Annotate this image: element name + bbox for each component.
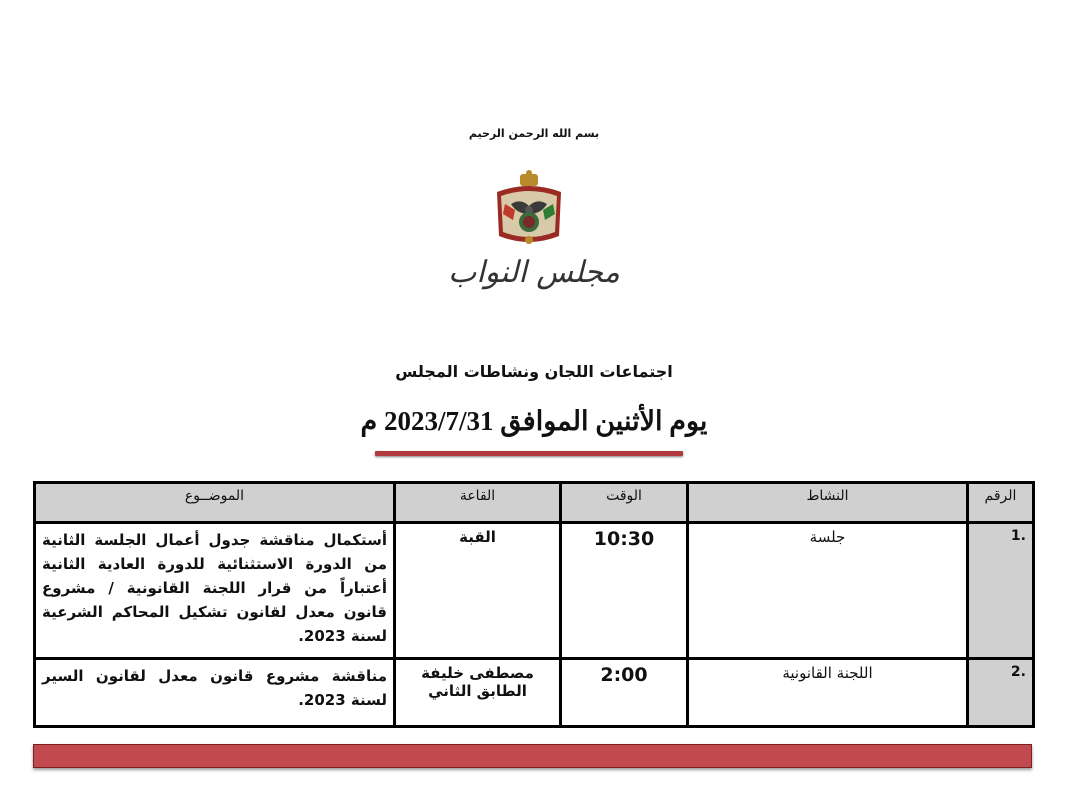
basmala-heading: بسم الله الرحمن الرحيم (468, 127, 600, 140)
row-activity: اللجنة القانونية (688, 659, 968, 727)
table-row (35, 523, 1034, 659)
page-subtitle: اجتماعات اللجان ونشاطات المجلس (395, 362, 673, 381)
row-subject: أستكمال مناقشة جدول أعمال الجلسة الثانية من الدورة الاستثنائية للدورة العادية الثانية أعتباراً من قرار اللجنة القانونية / مشروع قانون معدل لقانون تشكيل المحاكم الشرعية لسنة 2023. (35, 523, 395, 659)
row-hall: القبة (395, 523, 561, 659)
row-subject: مناقشة مشروع قانون معدل لقانون السير لسنة 2023. (35, 659, 395, 727)
row-activity: جلسة (688, 523, 968, 659)
column-header-number: الرقم (968, 483, 1034, 523)
row-hall: مصطفى خليفة الطابق الثاني (395, 659, 561, 727)
title-underline-bar (375, 451, 683, 456)
row-number: .1 (968, 523, 1034, 659)
column-header-subject: الموضــوع (35, 483, 395, 523)
table-row (35, 659, 1034, 727)
parliament-logo: مجلس النواب (448, 255, 620, 290)
footer-bar (33, 744, 1032, 768)
schedule-table (33, 481, 1035, 728)
row-number: .2 (968, 659, 1034, 727)
row-time: 10:30 (561, 523, 688, 659)
page-title: يوم الأثنين الموافق 2023/7/31 م (360, 406, 708, 436)
jordan-coat-of-arms-icon (487, 170, 571, 252)
column-header-activity: النشاط (688, 483, 968, 523)
column-header-hall: القاعة (395, 483, 561, 523)
table-header-row (35, 483, 1034, 523)
row-time: 2:00 (561, 659, 688, 727)
column-header-time: الوقت (561, 483, 688, 523)
